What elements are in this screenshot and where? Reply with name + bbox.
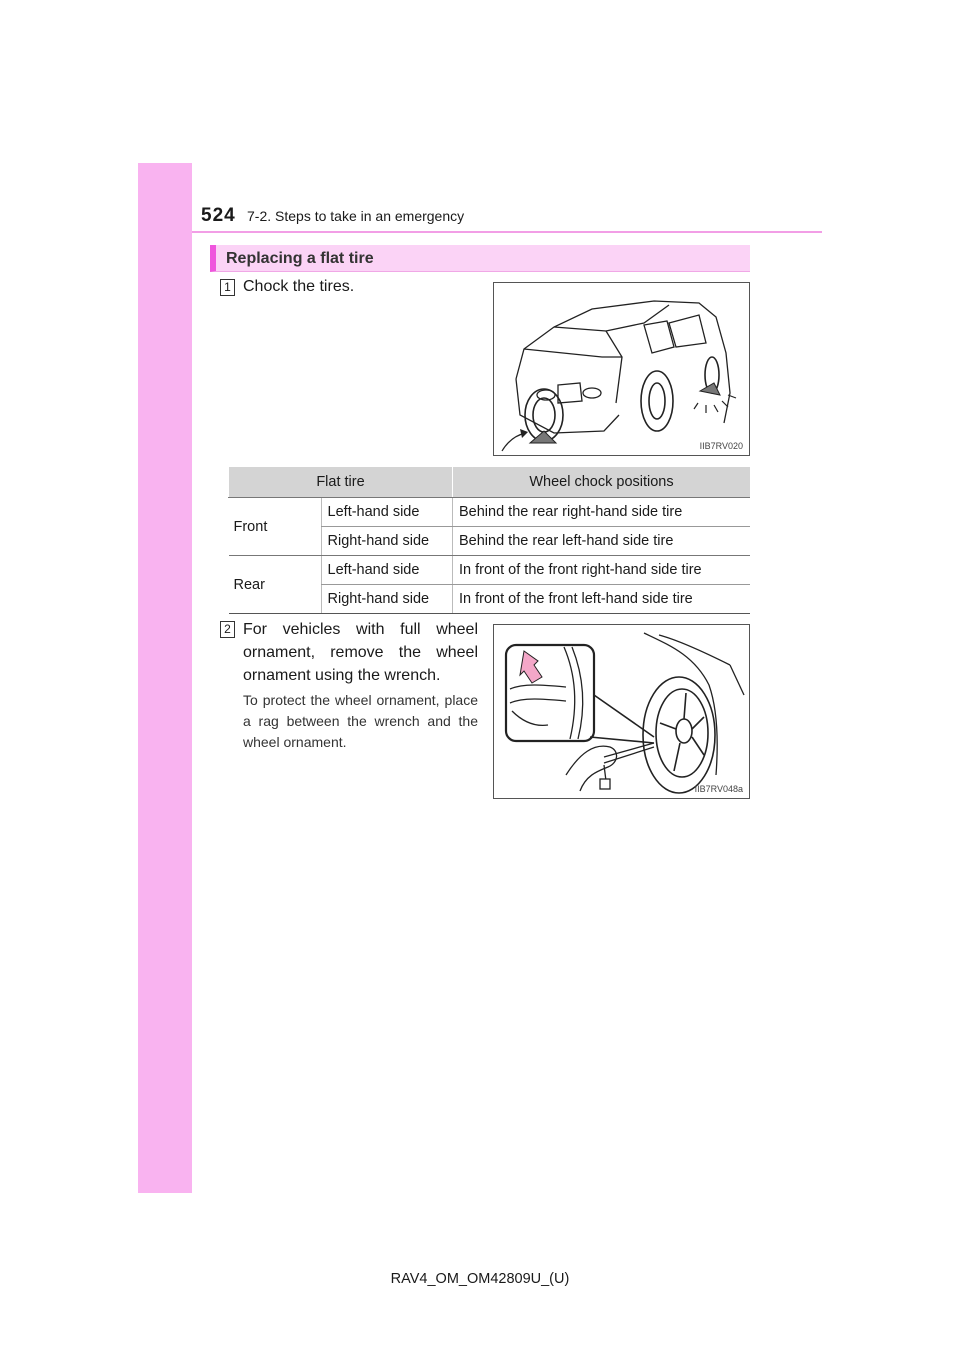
wheel-ornament-illustration (493, 624, 750, 799)
table-cell: Left-hand side (321, 556, 452, 585)
column-header-flat-tire: Flat tire (229, 467, 453, 498)
section-title: Replacing a flat tire (226, 250, 374, 267)
step-1-text: Chock the tires. (243, 278, 355, 295)
document-id: RAV4_OM_OM42809U_(U) (390, 1271, 570, 1287)
table-cell: Behind the rear left-hand side tire (453, 527, 751, 556)
header-rule (192, 231, 822, 233)
figure-code: IIB7RV048a (694, 784, 743, 794)
suv-with-chocks-drawing (494, 283, 749, 455)
figure-code: IIB7RV020 (699, 441, 743, 451)
section-heading (210, 245, 750, 272)
wrench-on-wheel-drawing (494, 625, 749, 798)
step-2-note: To protect the wheel ornament, place a rag between the wrench and the wheel ornament. (243, 692, 478, 750)
chapter-title: 7-2. Steps to take in an emergency (247, 208, 465, 224)
car-chock-illustration (493, 282, 750, 456)
group-label-front: Front (229, 498, 322, 556)
table-row (229, 556, 751, 585)
table-cell: In front of the front left-hand side tire (453, 585, 751, 614)
table-cell: Behind the rear right-hand side tire (453, 498, 751, 527)
table-header-row (229, 467, 751, 498)
column-header-chock-positions: Wheel chock positions (453, 467, 751, 498)
wheel-chock-table (228, 467, 750, 614)
step-1-number: 1 (220, 279, 235, 296)
step-2-text: For vehicles with full wheel ornament, remove the wheel ornament using the wrench. (243, 621, 478, 684)
table-cell: In front of the front right-hand side tire (453, 556, 751, 585)
table-cell: Right-hand side (321, 527, 452, 556)
table-cell: Left-hand side (321, 498, 452, 527)
table-row (229, 498, 751, 527)
step-2-number: 2 (220, 621, 235, 638)
table-cell: Right-hand side (321, 585, 452, 614)
page-number: 524 (201, 205, 236, 226)
chapter-side-tab (138, 163, 192, 1193)
group-label-rear: Rear (229, 556, 322, 614)
